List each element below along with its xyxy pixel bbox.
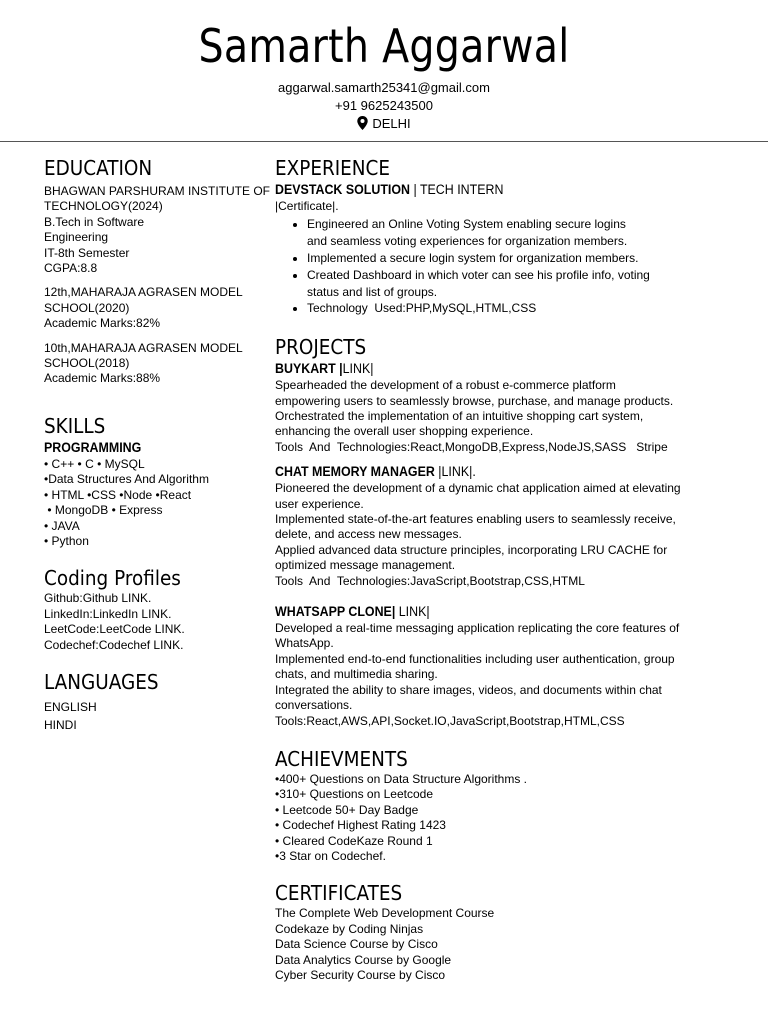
- education-entry: [44, 341, 264, 387]
- certificate-item: Cyber Security Course by Cisco: [275, 967, 446, 982]
- achievement-item: • Leetcode 50+ Day Badge: [275, 802, 419, 817]
- leetcode-link[interactable]: LeetCode:LeetCode LINK.: [44, 622, 185, 637]
- project-link[interactable]: LINK|: [395, 604, 430, 620]
- education-text: SCHOOL(2018): [44, 356, 130, 371]
- education-text: IT-8th Semester: [44, 245, 130, 260]
- achievement-item: •310+ Questions on Leetcode: [275, 787, 433, 802]
- certificate-item: Data Science Course by Cisco: [275, 937, 438, 952]
- achievement-item: •3 Star on Codechef.: [275, 848, 386, 863]
- certificates-heading: CERTIFICATES: [275, 881, 403, 906]
- skills-heading: SKILLS: [44, 413, 106, 438]
- education-text: 10th,MAHARAJA AGRASEN MODEL: [44, 340, 243, 355]
- project-title: BUYKART |LINK|: [275, 361, 374, 377]
- education-text: 12th,MAHARAJA AGRASEN MODEL: [44, 285, 243, 300]
- project-link[interactable]: LINK|: [342, 361, 374, 377]
- language-item: ENGLISH: [44, 699, 97, 714]
- education-text: Academic Marks:88%: [44, 371, 161, 386]
- codechef-link[interactable]: Codechef:Codechef LINK.: [44, 637, 184, 652]
- education-text: CGPA:8.8: [44, 261, 98, 276]
- education-text: TECHNOLOGY(2024): [44, 199, 163, 214]
- job-role: | TECH INTERN: [413, 182, 504, 197]
- project-link[interactable]: |LINK|.: [434, 464, 476, 480]
- experience-bullet: • Created Dashboard in which voter can see his profile info, voting status and list of groups.: [307, 267, 745, 301]
- achievements-list: [275, 772, 745, 864]
- project-description: Developed a real-time messaging application replicating the core features of WhatsApp. Implemented end-to-end functionalities including user authentication, group chats, and multimedia sharing. Integrated the ability to share images, videos, and documents within chat conversations. Tools:React,AWS,API,Socket.IO,JavaScript,Bootstrap,HTML,CSS: [275, 621, 680, 728]
- languages-heading: LANGUAGES: [44, 669, 159, 694]
- experience-title: [275, 181, 707, 199]
- achievement-item: • Cleared CodeKaze Round 1: [275, 833, 433, 848]
- education-text: B.Tech in Software: [44, 214, 145, 229]
- skill-line: • JAVA: [44, 518, 80, 533]
- github-link[interactable]: Github:Github LINK.: [44, 591, 152, 606]
- skill-line: • HTML •CSS •Node •React: [44, 487, 192, 502]
- education-text: Academic Marks:82%: [44, 316, 161, 331]
- project-description: Spearheaded the development of a robust e-commerce platform empowering users to seamlessly browse, purchase, and manage products. Orchestrated the implementation of an intuitive shopping cart system, enhancing the overall user shopping experience. Tools And Technologies:React,MongoDB,Express,NodeJS,SASS Stripe: [275, 378, 674, 454]
- education-entry: [44, 184, 271, 276]
- education-text: Engineering: [44, 230, 109, 245]
- phone-number: +91 9625243500: [335, 98, 433, 113]
- resume-header: [0, 0, 768, 142]
- location-pin-icon: [357, 116, 368, 130]
- certificate-item: The Complete Web Development Course: [275, 906, 495, 921]
- coding-profiles-heading: Coding Profiles: [44, 566, 181, 591]
- header-divider: [0, 141, 768, 142]
- email-address[interactable]: aggarwal.samarth25341@gmail.com: [278, 80, 490, 95]
- experience-bullet: • Implemented a secure login system for organization members.: [307, 250, 745, 267]
- certificates-list: [275, 906, 745, 983]
- education-entry: [44, 285, 264, 331]
- location-text: DELHI: [372, 116, 411, 131]
- skills-subheading: PROGRAMMING: [44, 439, 142, 455]
- skill-line: • C++ • C • MySQL: [44, 456, 145, 471]
- skill-line: • Python: [44, 533, 89, 548]
- left-column: [44, 155, 271, 734]
- language-item: HINDI: [44, 717, 77, 732]
- certificate-item: Codekaze by Coding Ninjas: [275, 921, 424, 936]
- education-text: SCHOOL(2020): [44, 300, 130, 315]
- achievement-item: • Codechef Highest Rating 1423: [275, 818, 446, 833]
- projects-heading: PROJECTS: [275, 335, 367, 360]
- skill-line: •Data Structures And Algorithm: [44, 472, 209, 487]
- certificate-link[interactable]: |Certificate|.: [275, 199, 339, 213]
- education-text: BHAGWAN PARSHURAM INSTITUTE OF: [44, 184, 271, 198]
- experience-heading: EXPERIENCE: [275, 156, 391, 180]
- experience-bullet: • Engineered an Online Voting System enabling secure logins and seamless voting experiences for organization members.: [307, 216, 745, 250]
- project-description: Pioneered the development of a dynamic chat application aimed at elevating user experience. Implemented state-of-the-art features enabling users to seamlessly receive, delete, and access new messages. Applied advanced data structure principles, incorporating LRU CACHE for optimized message management. Tools And Technologies:JavaScript,Bootstrap,CSS,HTML: [275, 481, 681, 588]
- company-name: DEVSTACK SOLUTION: [275, 182, 411, 197]
- project-title: CHAT MEMORY MANAGER |LINK|.: [275, 464, 476, 480]
- experience-bullets: [275, 216, 745, 317]
- location: [0, 115, 768, 133]
- right-column: [275, 155, 745, 983]
- linkedin-link[interactable]: LinkedIn:LinkedIn LINK.: [44, 606, 172, 621]
- skill-line: • MongoDB • Express: [44, 503, 163, 518]
- experience-bullet: • Technology Used:PHP,MySQL,HTML,CSS: [307, 300, 745, 317]
- candidate-name: Samarth Aggarwal: [198, 19, 570, 73]
- project-title: WHATSAPP CLONE| LINK|: [275, 604, 430, 620]
- education-heading: EDUCATION: [44, 156, 153, 180]
- certificate-item: Data Analytics Course by Google: [275, 952, 452, 967]
- achievement-item: •400+ Questions on Data Structure Algorithms .: [275, 771, 527, 786]
- achievements-heading: ACHIEVMENTS: [275, 746, 408, 771]
